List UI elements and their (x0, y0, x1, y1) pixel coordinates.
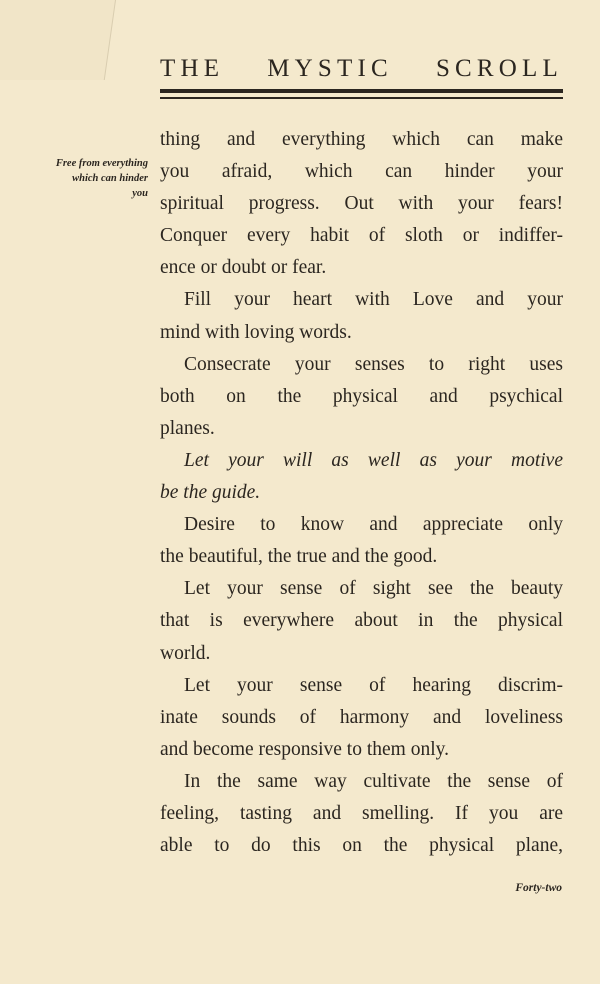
text-line: you afraid, which can hinder your (160, 161, 563, 183)
header-word: THE (160, 55, 225, 82)
text-line: able to do this on the physical plane, (160, 835, 563, 857)
text-line: inate sounds of harmony and loveliness (160, 706, 563, 728)
text-line: mind with loving words. (160, 321, 352, 343)
header-rule-thin (160, 97, 563, 99)
text-line: Let your will as well as your motive (184, 449, 563, 471)
body-text (160, 124, 563, 862)
text-line: Desire to know and appreciate only (184, 514, 563, 536)
text-line: ence or doubt or fear. (160, 257, 327, 279)
text-line: world. (160, 642, 211, 664)
text-line: and become responsive to them only. (160, 738, 449, 760)
text-line: Fill your heart with Love and your (184, 289, 563, 311)
text-line: Let your sense of hearing discrim- (184, 674, 563, 696)
header-rule-thick (160, 89, 563, 93)
margin-note-line: which can hinder (72, 173, 148, 184)
running-header (160, 55, 563, 83)
text-line: that is everywhere about in the physical (160, 610, 563, 632)
margin-note-line: you (132, 188, 148, 199)
text-line: thing and everything which can make (160, 129, 563, 150)
page-number: Forty-two (515, 882, 562, 894)
text-line: spiritual progress. Out with your fears! (160, 193, 563, 215)
margin-note-line: Free from everything (55, 158, 148, 169)
margin-note (56, 156, 148, 201)
text-line: the beautiful, the true and the good. (160, 546, 438, 568)
text-line: planes. (160, 417, 215, 439)
text-line: be the guide. (160, 482, 261, 504)
header-word: MYSTIC (267, 55, 393, 82)
text-line: Let your sense of sight see the beauty (184, 578, 563, 600)
text-line: Consecrate your senses to right uses (184, 353, 563, 375)
text-line: Conquer every habit of sloth or indiffer- (160, 225, 563, 247)
text-line: feeling, tasting and smelling. If you are (160, 802, 563, 824)
header-word: SCROLL (435, 55, 563, 82)
text-line: both on the physical and psychical (160, 385, 563, 407)
text-line: In the same way cultivate the sense of (184, 770, 563, 792)
page-corner-fold (0, 0, 116, 80)
